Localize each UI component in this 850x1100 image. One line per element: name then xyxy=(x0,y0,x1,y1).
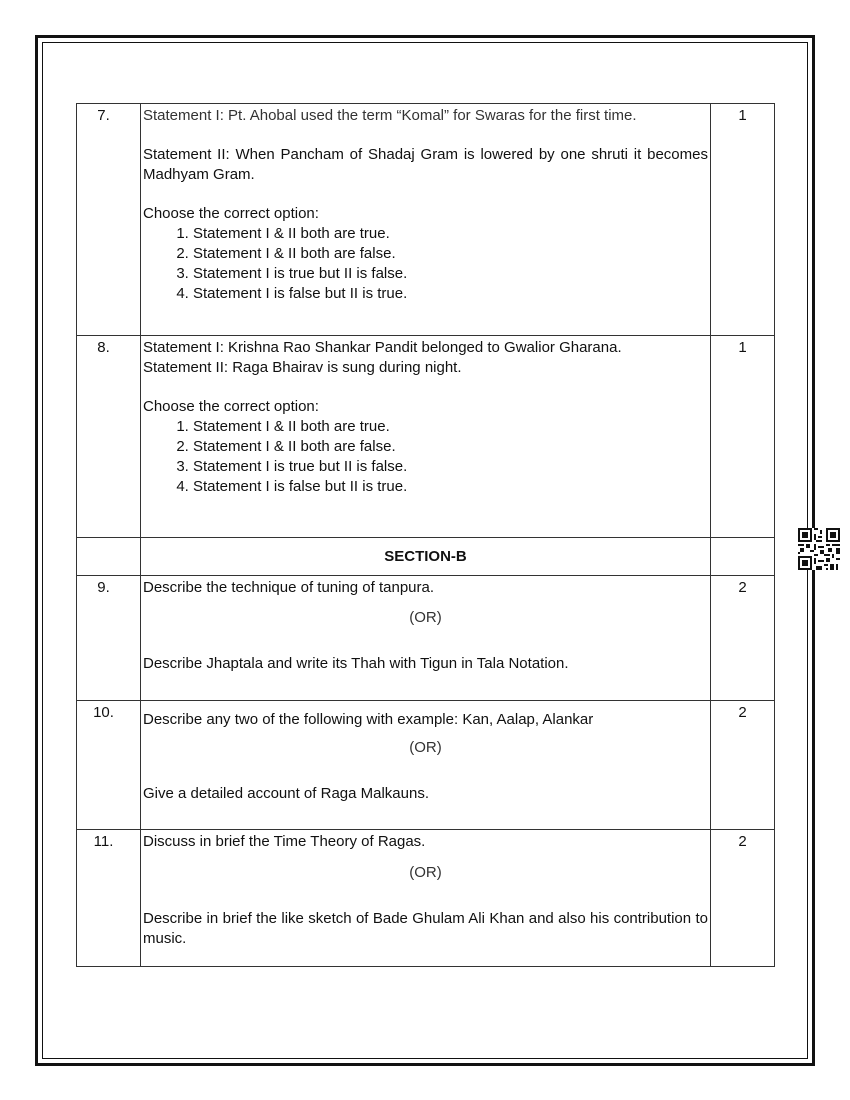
empty-cell xyxy=(711,538,775,576)
section-row xyxy=(77,538,775,576)
option-item: 1. Statement I & II both are true. xyxy=(193,224,708,244)
empty-cell xyxy=(77,538,141,576)
choose-label: Choose the correct option: xyxy=(143,398,319,415)
statement-2: Statement II: Raga Bhairav is sung during night. xyxy=(143,359,462,376)
question-row-11 xyxy=(77,830,775,967)
choose-label: Choose the correct option: xyxy=(143,205,319,222)
question-row-8 xyxy=(77,336,775,538)
option-item: 2. Statement I & II both are false. xyxy=(193,244,708,264)
question-row-7 xyxy=(77,104,775,336)
question-row-9 xyxy=(77,576,775,701)
qr-code-icon xyxy=(798,528,840,570)
section-heading: SECTION-B xyxy=(141,538,711,576)
question-marks: 2 xyxy=(711,830,775,967)
question-number: 7. xyxy=(77,104,141,336)
options-list xyxy=(143,417,708,497)
option-item: 3. Statement I is true but II is false. xyxy=(193,457,708,477)
question-text xyxy=(141,336,711,538)
question-part-a: Describe the technique of tuning of tanpura. xyxy=(143,579,435,596)
question-marks: 1 xyxy=(711,104,775,336)
question-part-b: Give a detailed account of Raga Malkauns. xyxy=(143,785,430,802)
or-label: (OR) xyxy=(409,739,442,756)
statement-2: Statement II: When Pancham of Shadaj Gram is lowered by one shruti it becomes Madhyam Gram. xyxy=(143,146,708,183)
question-text xyxy=(141,701,711,830)
or-label: (OR) xyxy=(409,864,442,881)
question-number: 9. xyxy=(77,576,141,701)
question-number: 11. xyxy=(77,830,141,967)
question-marks: 1 xyxy=(711,336,775,538)
question-number: 8. xyxy=(77,336,141,538)
question-part-b: Describe Jhaptala and write its Thah with Tigun in Tala Notation. xyxy=(143,655,569,672)
option-item: 3. Statement I is true but II is false. xyxy=(193,264,708,284)
options-list xyxy=(143,224,708,304)
option-item: 4. Statement I is false but II is true. xyxy=(193,284,708,304)
question-text xyxy=(141,830,711,967)
option-item: 1. Statement I & II both are true. xyxy=(193,417,708,437)
statement-1: Statement I: Pt. Ahobal used the term “Komal” for Swaras for the first time. xyxy=(143,107,637,124)
question-table xyxy=(76,103,775,967)
question-part-a: Discuss in brief the Time Theory of Ragas. xyxy=(143,833,426,850)
question-number: 10. xyxy=(77,701,141,830)
statement-1: Statement I: Krishna Rao Shankar Pandit belonged to Gwalior Gharana. xyxy=(143,339,622,356)
question-part-b: Describe in brief the like sketch of Bade Ghulam Ali Khan and also his contribution to music. xyxy=(143,910,708,947)
question-text xyxy=(141,576,711,701)
or-label: (OR) xyxy=(409,609,442,626)
option-item: 4. Statement I is false but II is true. xyxy=(193,477,708,497)
option-item: 2. Statement I & II both are false. xyxy=(193,437,708,457)
question-marks: 2 xyxy=(711,576,775,701)
question-text xyxy=(141,104,711,336)
question-part-a: Describe any two of the following with example: Kan, Aalap, Alankar xyxy=(143,711,594,728)
question-marks: 2 xyxy=(711,701,775,830)
question-row-10 xyxy=(77,701,775,830)
